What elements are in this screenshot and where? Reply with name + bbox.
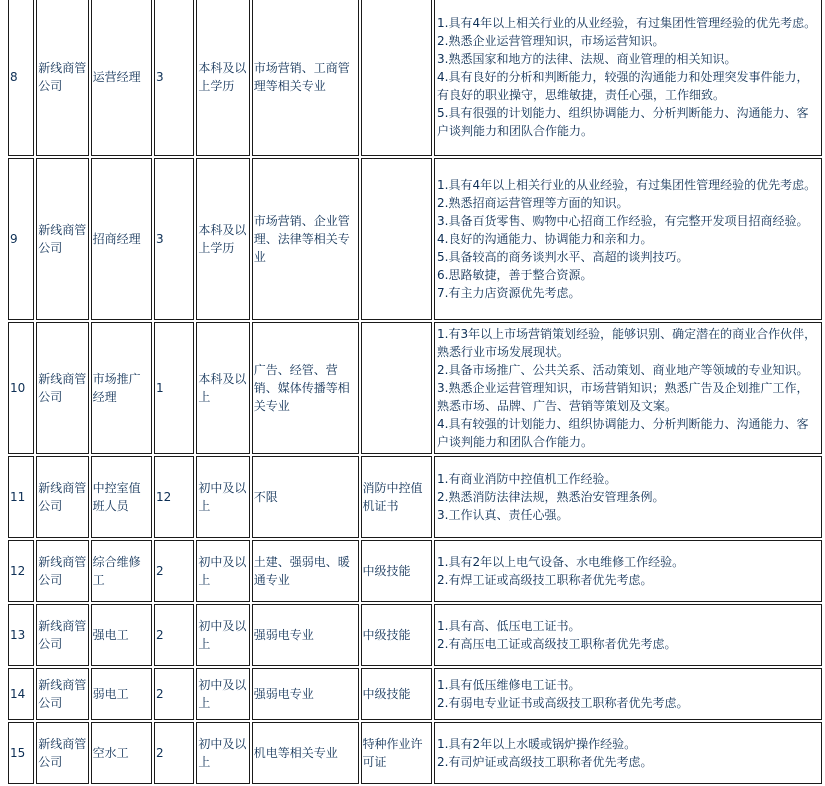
requirement-line: 1.具有2年以上电气设备、水电维修工作经验。 <box>437 555 685 569</box>
requirements-cell <box>434 722 822 784</box>
row-number: 11 <box>8 456 34 538</box>
cert-cell: 特种作业许可证 <box>361 722 433 784</box>
company-cell: 新线商管公司 <box>36 158 88 320</box>
cert-cell <box>361 158 433 320</box>
position-cell: 强电工 <box>91 604 152 666</box>
table-row <box>8 604 822 666</box>
education-cell: 初中及以上 <box>196 722 249 784</box>
cert-cell <box>361 0 433 156</box>
education-cell: 初中及以上 <box>196 604 249 666</box>
row-number: 14 <box>8 668 34 720</box>
requirement-line: 5.具备较高的商务谈判水平、高超的谈判技巧。 <box>437 250 689 264</box>
major-cell: 土建、强弱电、暖通专业 <box>252 540 359 602</box>
education-cell: 初中及以上 <box>196 668 249 720</box>
requirements-cell <box>434 456 822 538</box>
requirement-line: 1.有3年以上市场营销策划经验，能够识别、确定潜在的商业合作伙伴，熟悉行业市场发展现状。 <box>437 327 817 359</box>
requirement-line: 4.具有较强的计划能力、组织协调能力、分析判断能力、沟通能力、客户谈判能力和团队合作能力。 <box>437 417 809 449</box>
requirement-line: 2.有高压电工证或高级技工职称者优先考虑。 <box>437 637 677 651</box>
major-cell: 市场营销、企业管理、法律等相关专业 <box>252 158 359 320</box>
requirements-cell <box>434 668 822 720</box>
count-cell: 1 <box>154 322 194 454</box>
position-cell: 运营经理 <box>91 0 152 156</box>
major-cell: 强弱电专业 <box>252 668 359 720</box>
requirement-line: 1.具有低压维修电工证书。 <box>437 678 581 692</box>
count-cell: 2 <box>154 722 194 784</box>
education-cell: 本科及以上 <box>196 322 249 454</box>
requirement-line: 1.有商业消防中控值机工作经验。 <box>437 472 617 486</box>
company-cell: 新线商管公司 <box>36 604 88 666</box>
requirement-line: 6.思路敏捷，善于整合资源。 <box>437 268 593 282</box>
table-row <box>8 158 822 320</box>
row-number: 10 <box>8 322 34 454</box>
company-cell: 新线商管公司 <box>36 540 88 602</box>
company-cell: 新线商管公司 <box>36 668 88 720</box>
table-row <box>8 540 822 602</box>
company-cell: 新线商管公司 <box>36 322 88 454</box>
recruitment-table <box>6 0 824 786</box>
education-cell: 初中及以上 <box>196 456 249 538</box>
row-number: 12 <box>8 540 34 602</box>
requirements-cell <box>434 158 822 320</box>
count-cell: 2 <box>154 604 194 666</box>
requirement-line: 2.有司炉证或高级技工职称者优先考虑。 <box>437 755 653 769</box>
table-row <box>8 456 822 538</box>
requirement-line: 3.熟悉国家和地方的法律、法规、商业管理的相关知识。 <box>437 52 737 66</box>
count-cell: 2 <box>154 668 194 720</box>
row-number: 15 <box>8 722 34 784</box>
requirement-line: 2.有弱电专业证书或高级技工职称者优先考虑。 <box>437 696 689 710</box>
major-cell: 广告、经管、营销、媒体传播等相关专业 <box>252 322 359 454</box>
cert-cell <box>361 322 433 454</box>
major-cell: 市场营销、工商管理等相关专业 <box>252 0 359 156</box>
cert-cell: 中级技能 <box>361 668 433 720</box>
education-cell: 本科及以上学历 <box>196 158 249 320</box>
requirement-line: 2.熟悉企业运营管理知识，市场运营知识。 <box>437 34 665 48</box>
requirement-line: 5.具有很强的计划能力、组织协调能力、分析判断能力、沟通能力、客户谈判能力和团队合作能力。 <box>437 106 809 138</box>
requirements-cell <box>434 540 822 602</box>
requirement-line: 3.工作认真、责任心强。 <box>437 508 569 522</box>
table-row <box>8 668 822 720</box>
cert-cell: 中级技能 <box>361 540 433 602</box>
count-cell: 3 <box>154 0 194 156</box>
cert-cell: 消防中控值机证书 <box>361 456 433 538</box>
position-cell: 弱电工 <box>91 668 152 720</box>
requirement-line: 1.具有2年以上水暖或锅炉操作经验。 <box>437 737 637 751</box>
requirement-line: 3.熟悉企业运营管理知识，市场营销知识；熟悉广告及企划推广工作，熟悉市场、品牌、广告、营销等策划及文案。 <box>437 381 809 413</box>
requirement-line: 1.具有高、低压电工证书。 <box>437 619 581 633</box>
major-cell: 强弱电专业 <box>252 604 359 666</box>
count-cell: 2 <box>154 540 194 602</box>
company-cell: 新线商管公司 <box>36 722 88 784</box>
requirement-line: 4.具有良好的分析和判断能力，较强的沟通能力和处理突发事件能力，有良好的职业操守，思维敏捷，责任心强，工作细致。 <box>437 70 809 102</box>
position-cell: 中控室值班人员 <box>91 456 152 538</box>
requirements-cell <box>434 322 822 454</box>
position-cell: 招商经理 <box>91 158 152 320</box>
requirement-line: 1.具有4年以上相关行业的从业经验，有过集团性管理经验的优先考虑。 <box>437 178 817 192</box>
requirement-line: 2.有焊工证或高级技工职称者优先考虑。 <box>437 573 653 587</box>
position-cell: 综合维修工 <box>91 540 152 602</box>
requirement-line: 7.有主力店资源优先考虑。 <box>437 286 581 300</box>
table-row <box>8 322 822 454</box>
requirement-line: 2.熟悉招商运营管理等方面的知识。 <box>437 196 629 210</box>
position-cell: 空水工 <box>91 722 152 784</box>
major-cell: 不限 <box>252 456 359 538</box>
requirement-line: 1.具有4年以上相关行业的从业经验，有过集团性管理经验的优先考虑。 <box>437 16 817 30</box>
company-cell: 新线商管公司 <box>36 0 88 156</box>
requirements-cell <box>434 604 822 666</box>
row-number: 13 <box>8 604 34 666</box>
education-cell: 本科及以上学历 <box>196 0 249 156</box>
requirement-line: 2.具备市场推广、公共关系、活动策划、商业地产等领域的专业知识。 <box>437 363 809 377</box>
requirement-line: 3.具备百货零售、购物中心招商工作经验，有完整开发项目招商经验。 <box>437 214 809 228</box>
requirements-cell <box>434 0 822 156</box>
row-number: 8 <box>8 0 34 156</box>
row-number: 9 <box>8 158 34 320</box>
position-cell: 市场推广经理 <box>91 322 152 454</box>
table-row <box>8 722 822 784</box>
cert-cell: 中级技能 <box>361 604 433 666</box>
company-cell: 新线商管公司 <box>36 456 88 538</box>
table-row <box>8 0 822 156</box>
requirement-line: 2.熟悉消防法律法规，熟悉治安管理条例。 <box>437 490 665 504</box>
major-cell: 机电等相关专业 <box>252 722 359 784</box>
count-cell: 3 <box>154 158 194 320</box>
education-cell: 初中及以上 <box>196 540 249 602</box>
count-cell: 12 <box>154 456 194 538</box>
requirement-line: 4.良好的沟通能力、协调能力和亲和力。 <box>437 232 653 246</box>
